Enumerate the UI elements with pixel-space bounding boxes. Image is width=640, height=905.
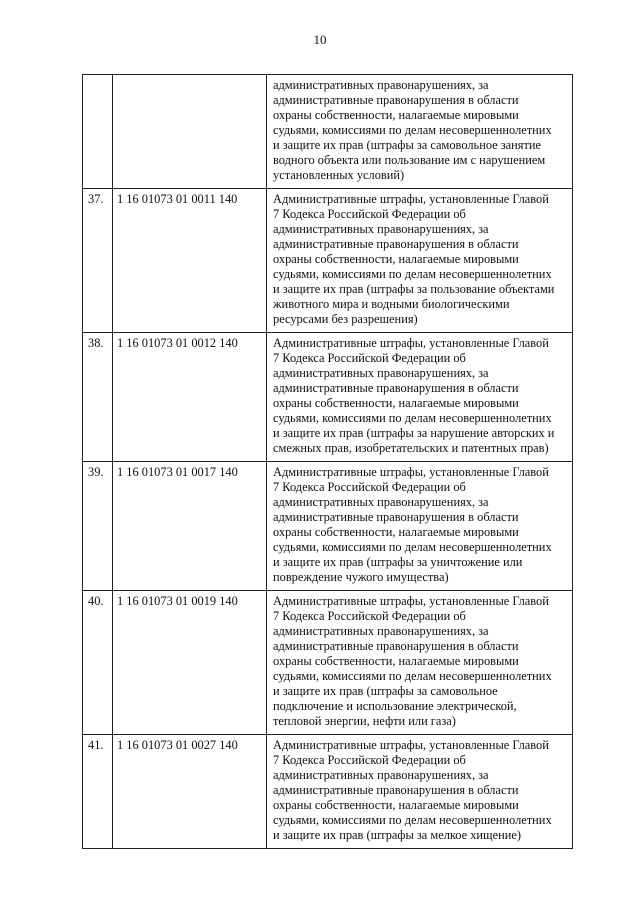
- budget-code-cell: 1 16 01073 01 0027 140: [113, 735, 267, 849]
- description-cell: [267, 735, 573, 849]
- description-line: судьями, комиссиями по делам несовершеннолетних: [273, 267, 552, 281]
- description-line: животного мира и водными биологическими: [273, 297, 510, 311]
- row-number-cell: 40.: [83, 591, 113, 735]
- description-line: административные правонарушения в области: [273, 93, 519, 107]
- description-line: охраны собственности, налагаемые мировыми: [273, 654, 519, 668]
- description-line: Административные штрафы, установленные Главой: [273, 738, 549, 752]
- description-line: 7 Кодекса Российской Федерации об: [273, 480, 466, 494]
- row-number-cell: 39.: [83, 462, 113, 591]
- description-line: охраны собственности, налагаемые мировыми: [273, 396, 519, 410]
- description-line: и защите их прав (штрафы за самовольное: [273, 684, 498, 698]
- budget-code-cell: [113, 75, 267, 189]
- row-number-cell: 37.: [83, 189, 113, 333]
- description-line: административные правонарушения в области: [273, 381, 519, 395]
- description-line: Административные штрафы, установленные Главой: [273, 465, 549, 479]
- budget-code-cell: 1 16 01073 01 0017 140: [113, 462, 267, 591]
- description-line: охраны собственности, налагаемые мировыми: [273, 798, 519, 812]
- description-line: ресурсами без разрешения): [273, 312, 418, 326]
- description-line: Административные штрафы, установленные Главой: [273, 594, 549, 608]
- budget-codes-table: [82, 74, 573, 849]
- description-line: 7 Кодекса Российской Федерации об: [273, 351, 466, 365]
- description-line: смежных прав, изобретательских и патентных прав): [273, 441, 549, 455]
- description-cell: [267, 75, 573, 189]
- description-line: Административные штрафы, установленные Главой: [273, 336, 549, 350]
- description-line: установленных условий): [273, 168, 405, 182]
- description-line: и защите их прав (штрафы за нарушение авторских и: [273, 426, 555, 440]
- description-line: и защите их прав (штрафы за пользование объектами: [273, 282, 555, 296]
- description-line: охраны собственности, налагаемые мировыми: [273, 108, 519, 122]
- description-line: административных правонарушениях, за: [273, 624, 489, 638]
- table-body: [83, 75, 573, 849]
- description-line: 7 Кодекса Российской Федерации об: [273, 753, 466, 767]
- description-line: тепловой энергии, нефти или газа): [273, 714, 456, 728]
- budget-code-cell: 1 16 01073 01 0011 140: [113, 189, 267, 333]
- description-line: судьями, комиссиями по делам несовершеннолетних: [273, 123, 552, 137]
- table-row-continuation: [83, 75, 573, 189]
- description-line: Административные штрафы, установленные Главой: [273, 192, 549, 206]
- description-line: судьями, комиссиями по делам несовершеннолетних: [273, 540, 552, 554]
- page-number: 10: [313, 32, 327, 47]
- description-line: и защите их прав (штрафы за уничтожение или: [273, 555, 523, 569]
- table-row: [83, 462, 573, 591]
- description-cell: [267, 591, 573, 735]
- table-row: [83, 591, 573, 735]
- description-line: подключение и использование электрической,: [273, 699, 517, 713]
- table-row: [83, 735, 573, 849]
- description-line: 7 Кодекса Российской Федерации об: [273, 207, 466, 221]
- description-line: административные правонарушения в области: [273, 783, 519, 797]
- description-line: судьями, комиссиями по делам несовершеннолетних: [273, 411, 552, 425]
- description-line: административных правонарушениях, за: [273, 366, 489, 380]
- description-line: охраны собственности, налагаемые мировыми: [273, 252, 519, 266]
- description-line: административных правонарушениях, за: [273, 768, 489, 782]
- description-line: повреждение чужого имущества): [273, 570, 449, 584]
- table-row: [83, 189, 573, 333]
- description-line: судьями, комиссиями по делам несовершеннолетних: [273, 813, 552, 827]
- description-line: 7 Кодекса Российской Федерации об: [273, 609, 466, 623]
- row-number-cell: 41.: [83, 735, 113, 849]
- description-line: охраны собственности, налагаемые мировыми: [273, 525, 519, 539]
- description-line: административных правонарушениях, за: [273, 495, 489, 509]
- description-line: и защите их прав (штрафы за мелкое хищение): [273, 828, 521, 842]
- description-line: и защите их прав (штрафы за самовольное занятие: [273, 138, 542, 152]
- description-line: административных правонарушениях, за: [273, 222, 489, 236]
- description-cell: [267, 333, 573, 462]
- description-cell: [267, 462, 573, 591]
- description-line: административных правонарушениях, за: [273, 78, 489, 92]
- table-row: [83, 333, 573, 462]
- description-line: административные правонарушения в области: [273, 639, 519, 653]
- description-cell: [267, 189, 573, 333]
- description-line: административные правонарушения в области: [273, 510, 519, 524]
- description-line: административные правонарушения в области: [273, 237, 519, 251]
- budget-code-cell: 1 16 01073 01 0012 140: [113, 333, 267, 462]
- budget-code-cell: 1 16 01073 01 0019 140: [113, 591, 267, 735]
- description-line: водного объекта или пользование им с нарушением: [273, 153, 546, 167]
- row-number-cell: 38.: [83, 333, 113, 462]
- row-number-cell: [83, 75, 113, 189]
- description-line: судьями, комиссиями по делам несовершеннолетних: [273, 669, 552, 683]
